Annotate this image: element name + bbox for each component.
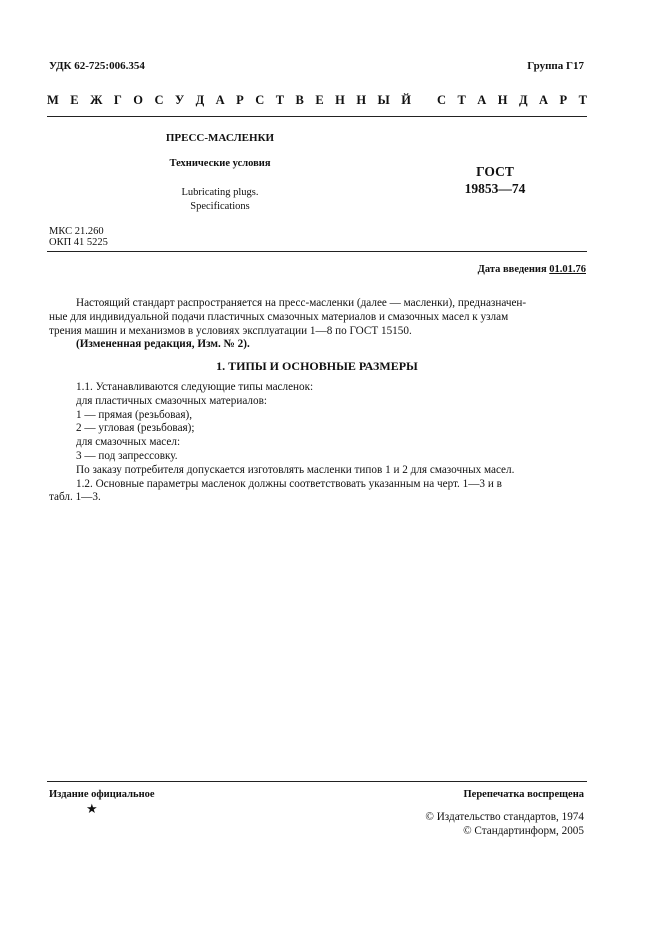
section-heading: 1. ТИПЫ И ОСНОВНЫЕ РАЗМЕРЫ xyxy=(216,359,418,373)
mks-code: МКС 21.260 xyxy=(49,226,104,237)
customer-order-note: По заказу потребителя допускается изготовлять масленки типов 1 и 2 для смазочных масел. xyxy=(76,463,515,476)
interstate-heading-letter: Т xyxy=(457,93,466,107)
interstate-heading-letter: М xyxy=(47,93,59,107)
interstate-heading-letter: Т xyxy=(578,93,587,107)
classification-divider xyxy=(47,251,587,252)
clause-1-1: 1.1. Устанавливаются следующие типы масленок: xyxy=(76,381,314,393)
oil-types-label: для смазочных масел: xyxy=(76,436,181,449)
type-3-item: 3 — под запрессовку. xyxy=(76,449,178,462)
grease-types-label: для пластичных смазочных материалов: xyxy=(76,394,267,407)
gost-label: ГОСТ xyxy=(476,164,514,179)
introduction-date xyxy=(478,264,586,275)
interstate-heading-letter: В xyxy=(295,93,304,107)
intro-paragraph xyxy=(49,297,585,352)
interstate-heading-letter: А xyxy=(539,93,549,107)
document-title: ПРЕСС-МАСЛЕНКИ xyxy=(165,132,275,144)
interstate-heading-letter: Е xyxy=(315,93,324,107)
type-1-item: 1 — прямая (резьбовая), xyxy=(76,408,193,421)
interstate-heading-letter: Н xyxy=(335,93,345,107)
interstate-heading-letter: Г xyxy=(113,93,122,107)
interstate-heading-letter: Ы xyxy=(377,93,390,107)
interstate-heading-letter: А xyxy=(215,93,225,107)
interstate-heading-letter: Р xyxy=(559,93,568,107)
intro-line-3: трения машин и механизмов в условиях эксплуатации 1—8 по ГОСТ 15150. xyxy=(49,324,412,337)
interstate-heading-letter: Е xyxy=(70,93,79,107)
interstate-heading-letter: С xyxy=(255,93,265,107)
interstate-standard-heading xyxy=(47,93,587,108)
copyright-line-1: © Издательство стандартов, 1974 xyxy=(425,811,584,823)
okp-code: ОКП 41 5225 xyxy=(49,237,108,248)
interstate-heading-letter: Т xyxy=(275,93,285,107)
gost-designation xyxy=(440,163,550,197)
header-divider xyxy=(47,116,587,117)
footer-divider xyxy=(47,781,587,782)
interstate-heading-letter xyxy=(422,93,425,108)
clause-1-2-continued: табл. 1—3. xyxy=(49,491,101,504)
classification-codes xyxy=(49,226,108,248)
interstate-heading-letter: Й xyxy=(401,93,411,107)
english-title-line-1: Lubricating plugs. xyxy=(181,187,259,198)
interstate-heading-letter: Д xyxy=(195,93,205,107)
interstate-heading-letter: Р xyxy=(236,93,244,107)
interstate-heading-letter: Д xyxy=(518,93,528,107)
intro-line-1: Настоящий стандарт распространяется на пресс-масленки (далее — масленки), предназначен- xyxy=(76,297,527,309)
section-body xyxy=(49,381,585,505)
reprint-prohibited-label: Перепечатка воспрещена xyxy=(463,789,584,800)
interstate-heading-letter: С xyxy=(437,93,447,107)
intro-line-2: ные для индивидуальной подачи пластичных смазочных материалов и смазочных масел к узлам xyxy=(49,310,509,323)
clause-1-2: 1.2. Основные параметры масленок должны соответствовать указанным на черт. 1—3 и в xyxy=(76,477,502,490)
copyright-line-2: © Стандартинформ, 2005 xyxy=(463,825,584,837)
english-title xyxy=(120,186,320,214)
interstate-heading-letter: Н xyxy=(356,93,367,107)
interstate-heading-letter: Н xyxy=(497,93,508,107)
interstate-heading-letter: А xyxy=(477,93,487,107)
english-title-line-2: Specifications xyxy=(190,201,250,212)
gost-number: 19853—74 xyxy=(464,181,526,196)
introduction-date-label: Дата введения xyxy=(477,264,550,275)
star-icon: ★ xyxy=(86,801,98,816)
amendment-note: (Измененная редакция, Изм. № 2). xyxy=(76,338,250,351)
copyright-block xyxy=(425,810,584,838)
udk-code: УДК 62-725:006.354 xyxy=(49,60,145,72)
interstate-heading-letter: С xyxy=(154,93,164,107)
type-2-item: 2 — угловая (резьбовая); xyxy=(76,422,195,435)
introduction-date-value: 01.01.76 xyxy=(549,264,586,275)
interstate-heading-letter: О xyxy=(133,93,144,107)
official-edition-label: Издание официальное xyxy=(49,789,155,800)
interstate-heading-letter: Ж xyxy=(90,93,103,107)
group-code: Группа Г17 xyxy=(527,60,584,72)
document-subtitle: Технические условия xyxy=(169,158,271,169)
interstate-heading-letter: У xyxy=(174,93,185,107)
